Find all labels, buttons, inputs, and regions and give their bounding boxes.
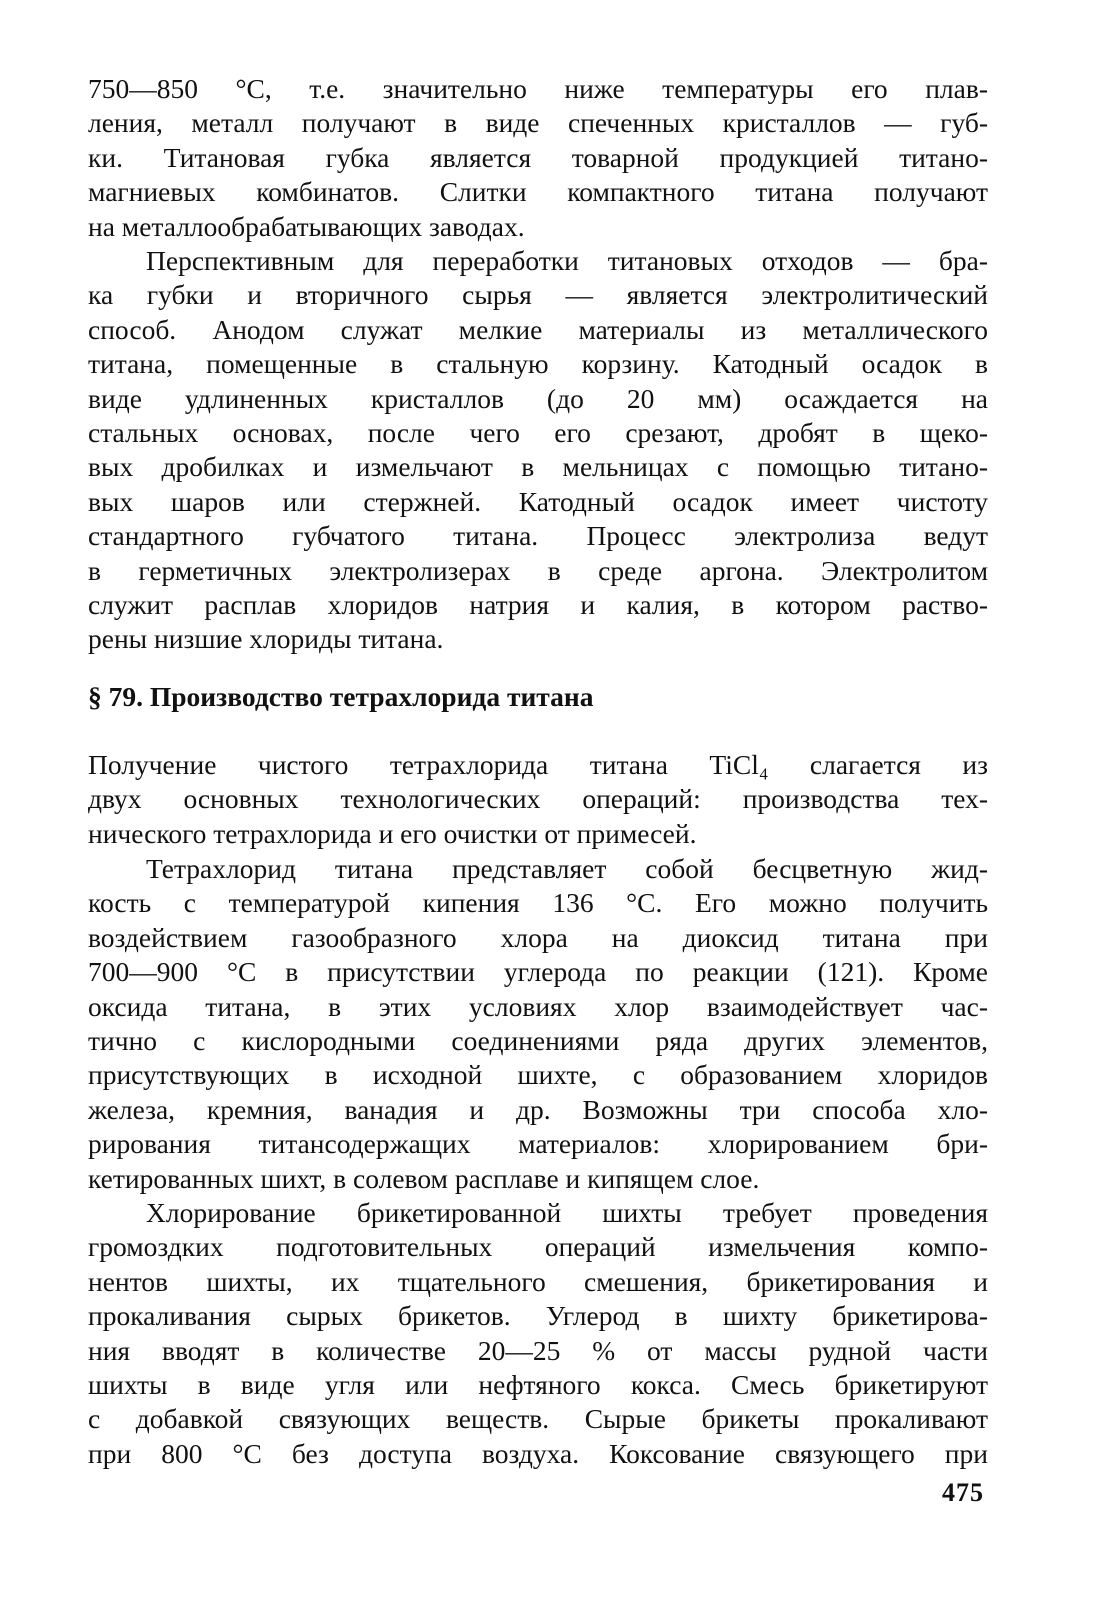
text-line: 700—900 °С в присутствии углерода по реакции (121). Кроме	[88, 956, 988, 988]
paragraph-5	[88, 1196, 988, 1471]
text-line: оксида титана, в этих условиях хлор взаимодействует час-	[88, 990, 988, 1022]
text-line: на металлообрабатывающих заводах.	[88, 210, 525, 242]
text-line: тично с кислородными соединениями ряда других элементов,	[88, 1025, 988, 1057]
text-line: кетированных шихт, в солевом расплаве и кипящем слое.	[88, 1162, 760, 1194]
text-line: рены низшие хлориды титана.	[88, 623, 444, 655]
text-line: вых шаров или стержней. Катодный осадок имеет чистоту	[88, 485, 988, 517]
text-line: стандартного губчатого титана. Процесс электролиза ведут	[88, 520, 988, 552]
text-line: титана, помещенные в стальную корзину. Катодный осадок в	[88, 348, 988, 380]
text-line: нического тетрахлорида и его очистки от примесей.	[88, 817, 697, 849]
text-line: виде удлиненных кристаллов (до 20 мм) осаждается на	[88, 382, 988, 414]
text-line: рирования титансодержащих материалов: хлорированием бри-	[88, 1128, 988, 1160]
text-line: служит расплав хлоридов натрия и калия, в котором раство-	[88, 589, 988, 621]
text-line: громоздких подготовительных операций измельчения компо-	[88, 1231, 988, 1263]
text-line: в герметичных электролизерах в среде аргона. Электролитом	[88, 554, 988, 586]
paragraph-3	[88, 748, 988, 851]
text-line: двух основных технологических операций: производства тех-	[88, 783, 988, 815]
page-number: 475	[942, 1478, 984, 1507]
text-line: ка губки и вторичного сырья — является электролитический	[88, 279, 988, 311]
text-line: стальных основах, после чего его срезают, дробят в щеко-	[88, 417, 988, 449]
paragraph-4	[88, 852, 988, 1196]
text-line: Тетрахлорид титана представляет собой бесцветную жид-	[146, 853, 988, 884]
text-line: способ. Анодом служат мелкие материалы из металлического	[88, 313, 988, 345]
text-line: присутствующих в исходной шихте, с образованием хлоридов	[88, 1059, 988, 1091]
text-line: прокаливания сырых брикетов. Углерод в шихту брикетирова-	[88, 1300, 988, 1332]
text-line: кость с температурой кипения 136 °С. Его можно получить	[88, 887, 988, 919]
text-line: вых дробилках и измельчают в мельницах с помощью титано-	[88, 451, 988, 483]
text-line: нентов шихты, их тщательного смешения, брикетирования и	[88, 1265, 988, 1297]
paragraph-2	[88, 244, 988, 657]
text-line: с добавкой связующих веществ. Сырые брикеты прокаливают	[88, 1403, 988, 1435]
text-line: ния вводят в количестве 20—25 % от массы рудной части	[88, 1334, 988, 1366]
section-heading: § 79. Производство тетрахлорида титана	[88, 681, 594, 712]
text-line: железа, кремния, ванадия и др. Возможны три способа хло-	[88, 1093, 988, 1125]
text-line: Хлорирование брикетированной шихты требует проведения	[146, 1197, 988, 1228]
text-line: шихты в виде угля или нефтяного кокса. Смесь брикетируют	[88, 1369, 988, 1401]
text-line: ки. Титановая губка является товарной продукцией титано-	[88, 141, 988, 173]
text-line: 750—850 °С, т.е. значительно ниже температуры его плав-	[88, 73, 988, 104]
text-line: воздействием газообразного хлора на диоксид титана при	[88, 921, 988, 953]
text-line: Перспективным для переработки титановых отходов — бра-	[146, 245, 988, 276]
text-line: магниевых комбинатов. Слитки компактного титана получают	[88, 176, 988, 208]
text-line: Получение чистого тетрахлорида титана TiCl₄ слагается из	[88, 749, 988, 780]
text-line: при 800 °С без доступа воздуха. Коксование связующего при	[88, 1437, 988, 1469]
text-line: ления, металл получают в виде спеченных кристаллов — губ-	[88, 107, 988, 139]
paragraph-1	[88, 72, 988, 244]
